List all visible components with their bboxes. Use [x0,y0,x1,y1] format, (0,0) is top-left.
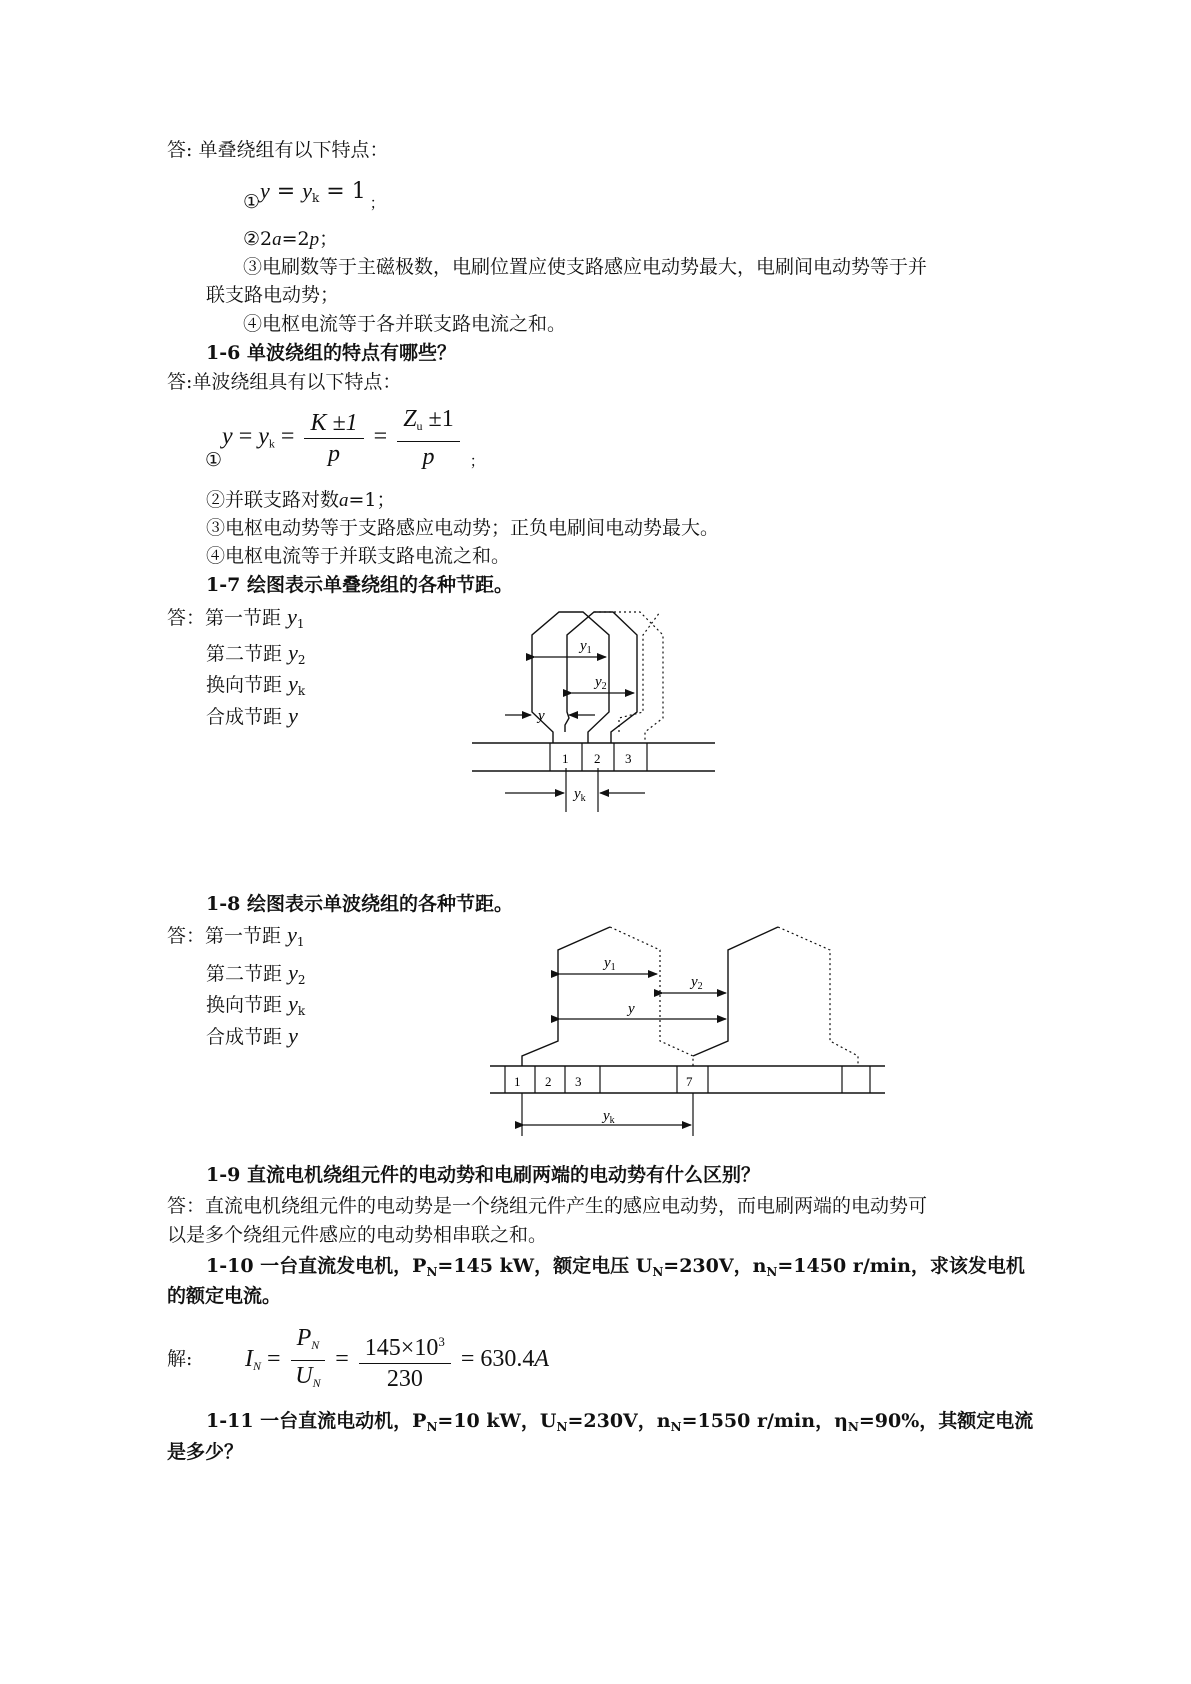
h-part: =1550 r/min，η [681,1410,848,1432]
p2-end: ； [319,228,339,250]
eq-value: = 1 [319,179,366,204]
var-a: a [272,229,282,250]
fig-yk-label: $y_k$ [574,786,586,804]
label-text: 合成节距 [206,1026,283,1048]
var-y: y [260,178,270,203]
sub-N: N [670,1420,682,1434]
sub-k: k [297,684,306,698]
sub-N: N [847,1420,859,1434]
var-I: I [245,1346,253,1373]
var-p: p [309,229,320,250]
eq-sign: = [367,423,394,450]
numerator: K ±1 [304,408,363,439]
var-y: y [288,960,298,985]
fraction-2 [397,404,460,472]
s111-heading-2: 是多少？ [167,1441,244,1463]
bar-2-label: 2 [594,751,601,766]
fig-y-label: y [628,1001,635,1017]
unit-A: A [534,1346,550,1373]
bar-1-label: 1 [562,751,569,766]
denominator: p [422,444,435,470]
s16-intro: 答:单波绕组具有以下特点： [167,371,402,393]
s111-heading-1 [206,1408,1033,1440]
fig-y1-label: $y_1$ [580,638,592,656]
var-y: y [302,178,312,203]
s15-formula-1 [243,178,385,211]
wave-winding-diagram [0,915,1191,1155]
var-y: y [288,703,298,728]
s110-solution-label: 解: [167,1348,193,1370]
s17-heading: 1-7 绘图表示单叠绕组的各种节距。 [206,574,513,596]
bar-3-label: 3 [625,751,632,766]
label-text: 换向节距 [206,994,283,1016]
fig-y1-label: $y_1$ [604,955,616,973]
sub-2: 2 [297,973,306,987]
s16-point-3: ③电枢电动势等于支路感应电动势；正负电刷间电动势最大。 [206,517,720,539]
fig-yk-label: $y_k$ [603,1108,615,1126]
label-text: 换向节距 [206,674,283,696]
circle-num-1: ① [205,449,223,471]
sub-N: N [311,1338,320,1352]
s16-formula-1 [205,404,485,472]
denominator [291,1361,326,1398]
sub-k: k [312,191,320,205]
denominator: p [328,440,341,467]
sub-N: N [766,1265,778,1279]
semicolon: ； [369,194,385,212]
sub-1: 1 [296,617,305,631]
p2-prefix: ②2 [243,228,273,250]
sub-N: N [253,1359,262,1374]
label-text: 第二节距 [206,643,283,665]
s15-point-3a: ③电刷数等于主磁极数，电刷位置应使支路感应电动势最大，电刷间电动势等于并 [243,256,928,278]
p2-end: =1； [348,489,396,511]
h-part: =90%，其额定电流 [858,1410,1034,1432]
eq-sign: = [269,179,303,204]
var-y: y [287,604,297,629]
numerator [359,1327,451,1364]
var-y: y [222,423,233,450]
h-part: =10 kW，U [437,1410,557,1432]
eq-sign: = [329,1346,355,1373]
h-part: 1-10 一台直流发电机，P [206,1255,427,1277]
s15-point-2 [243,226,338,253]
s19-answer-1: 答：直流电机绕组元件的电动势是一个绕组元件产生的感应电动势，而电刷两端的电动势可 [167,1195,928,1217]
numerator [291,1323,326,1361]
var-y: y [287,922,297,947]
sub-2: 2 [297,653,306,667]
label-text: 答：第一节距 [167,607,282,629]
s16-point-2 [206,487,396,514]
eq-sign: = [232,423,259,450]
exponent: 3 [438,1334,445,1349]
h-part: =230V，n [663,1255,767,1277]
s18-heading: 1-8 绘图表示单波绕组的各种节距。 [206,893,513,915]
semicolon: ； [469,453,485,470]
numerator [397,404,460,442]
fraction-1 [304,408,363,469]
fraction-P-over-U [291,1323,326,1398]
sub-1: 1 [296,935,305,949]
s19-answer-2: 以是多个绕组元件感应的电动势相串联之和。 [167,1224,548,1246]
var-a: a [339,490,349,511]
var-y: y [258,423,269,450]
fig-y2-label: $y_2$ [691,974,703,992]
var-y: y [288,671,298,696]
bar-2-label: 2 [545,1074,552,1089]
label-text: 合成节距 [206,706,283,728]
lap-winding-diagram [0,600,1191,860]
var-y: y [288,1023,298,1048]
var-U: U [295,1363,313,1389]
s110-heading-1 [206,1253,1025,1285]
h-part: =230V，n [567,1410,671,1432]
result-value: = 630.4 [454,1346,535,1373]
num-value: 145×10 [364,1335,439,1361]
p2-mid: =2 [281,228,310,250]
var-Z: Z [403,406,417,432]
fig-y-label: y [538,708,545,724]
fig-y2-label: $y_2$ [595,674,607,692]
label-text: 第二节距 [206,963,283,985]
label-text: 答：第一节距 [167,925,282,947]
sub-N: N [652,1265,664,1279]
eq-sign: = [261,1346,287,1373]
sub-N: N [426,1420,438,1434]
var-P: P [296,1325,312,1351]
s15-point-3b: 联支路电动势； [206,284,340,306]
p2-prefix: ②并联支路对数 [206,489,340,511]
bar-7-label: 7 [686,1074,693,1089]
h-part: =145 kW，额定电压 U [437,1255,653,1277]
denominator: 230 [386,1366,423,1392]
sub-N: N [426,1265,438,1279]
s110-heading-2: 的额定电流。 [167,1285,282,1307]
circle-num-1: ① [243,191,261,213]
eq-sign: = [274,423,301,450]
fraction-values [359,1327,451,1394]
s19-heading: 1-9 直流电机绕组元件的电动势和电刷两端的电动势有什么区别？ [206,1164,760,1186]
bar-1-label: 1 [514,1074,521,1089]
var-y: y [288,640,298,665]
s110-formula [245,1323,549,1398]
sub-N: N [312,1376,321,1390]
sub-k: k [268,436,275,451]
var-y: y [288,991,298,1016]
bar-3-label: 3 [575,1074,582,1089]
sub-u: u [416,419,423,433]
h-part: 1-11 一台直流电动机，P [206,1410,427,1432]
s16-heading: 1-6 单波绕组的特点有哪些？ [206,342,456,364]
sub-k: k [297,1004,306,1018]
s15-intro: 答: 单叠绕组有以下特点： [167,139,389,161]
s16-point-4: ④电枢电流等于并联支路电流之和。 [206,545,511,567]
h-part: =1450 r/min，求该发电机 [777,1255,1025,1277]
plus-minus-one: ±1 [422,406,454,432]
sub-N: N [556,1420,568,1434]
s15-point-4: ④电枢电流等于各并联支路电流之和。 [243,313,567,335]
